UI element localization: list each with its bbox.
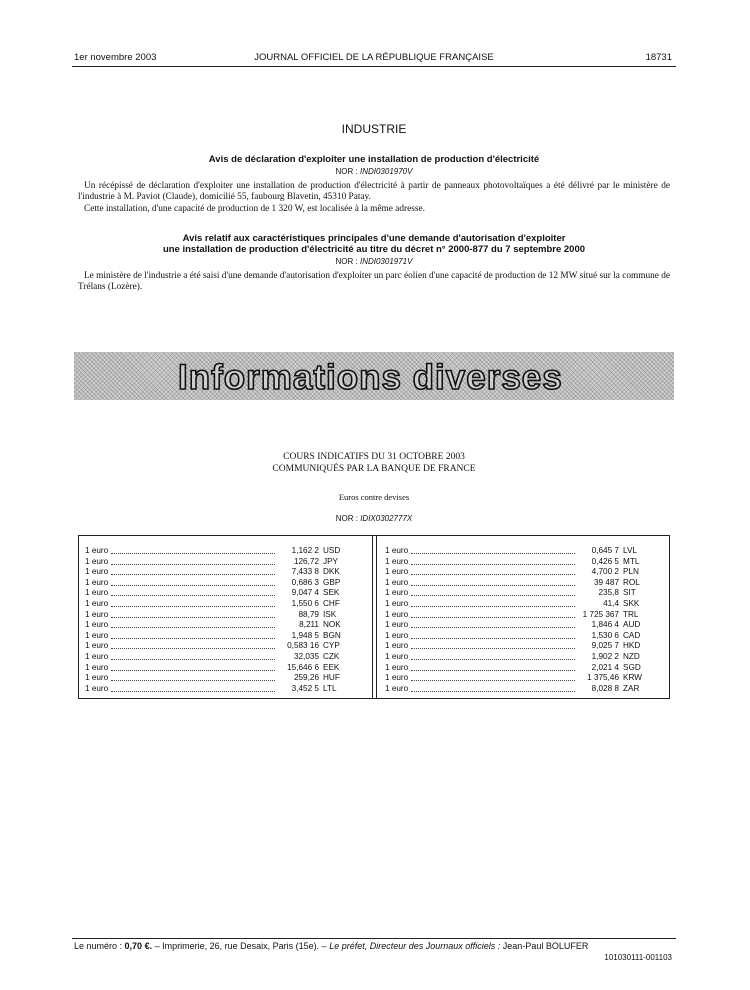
rate-leader-dots [111,606,275,607]
rate-row [385,588,661,599]
rate-row [85,578,361,589]
rate-leader-dots [411,574,575,575]
rate-leader-dots [111,680,275,681]
rate-row [385,663,661,674]
rate-value: 39 487 [593,577,619,587]
rate-currency: CHF [323,598,340,608]
notice2-paragraph-1: Le ministère de l'industrie a été saisi d'une demande d'autorisation d'exploiter un parc éolien d'une capacité de production de 12 MW situé sur la commune de Trélans (Lozère). [78,271,670,292]
rate-value: 1,530 6 [591,630,619,640]
rate-leader-dots [111,670,275,671]
rate-leader-dots [411,627,575,628]
rate-label: 1 euro [85,609,109,619]
rate-value: 8,211 [299,620,319,630]
rate-leader-dots [111,638,275,639]
rate-currency: DKK [323,567,340,577]
rate-label: 1 euro [385,577,409,587]
notice1-title: Avis de déclaration d'exploiter une installation de production d'électricité [208,154,540,165]
rate-leader-dots [411,564,575,565]
rate-row [85,610,361,621]
notice2-title-line1: Avis relatif aux caractéristiques principales d'une demande d'autorisation d'exploiter [182,233,566,244]
rate-row [85,631,361,642]
rate-currency: NOK [323,620,341,630]
notice1-paragraph-1: Un récépissé de déclaration d'exploiter une installation de production d'électricité à partir de panneaux photovoltaïques a été délivré par le ministère de l'industrie à M. Paviot (Claude), domicilié 55, faubourg Blavetin, 45310 Patay. [78,181,670,202]
footer-director-name: Jean-Paul BOLUFER [502,941,589,951]
rate-value: 1,550 6 [291,598,319,608]
rate-label: 1 euro [385,673,409,683]
column-divider [372,536,377,698]
rate-currency: PLN [623,567,639,577]
nor-label: NOR : [335,257,358,266]
rate-row [85,588,361,599]
rate-row [85,546,361,557]
banner-text: Informations diverses [178,358,563,397]
rate-currency: SGD [623,662,641,672]
rate-currency: KRW [623,673,642,683]
rate-value: 8,028 8 [591,683,619,693]
rate-leader-dots [111,691,275,692]
exchange-rates-table [78,535,670,699]
rates-nor [72,514,676,523]
rate-row [85,620,361,631]
rate-label: 1 euro [385,620,409,630]
nor-code: IDIX0302777X [360,514,413,523]
nor-code: INDI0301970V [359,167,413,176]
rate-value: 1 725 367 [582,609,619,619]
section-title: INDUSTRIE [341,122,407,136]
rate-currency: SIT [623,588,636,598]
rate-label: 1 euro [85,577,109,587]
rate-value: 4,700 2 [591,567,619,577]
rate-currency: SKK [623,598,640,608]
rate-currency: HUF [323,673,340,683]
rate-currency: LVL [623,546,637,555]
rate-row [385,557,661,568]
rate-row [385,684,661,695]
rate-label: 1 euro [85,588,109,598]
rate-currency: ZAR [623,683,640,693]
rate-value: 0,583 16 [287,641,319,651]
rate-currency: AUD [623,620,641,630]
rate-currency: EEK [323,662,340,672]
rate-currency: CZK [323,651,340,661]
rate-leader-dots [111,595,275,596]
rate-currency: LTL [323,683,337,693]
rate-leader-dots [111,648,275,649]
rate-leader-dots [411,648,575,649]
rate-label: 1 euro [385,609,409,619]
rate-leader-dots [411,680,575,681]
rate-value: 1,902 2 [591,651,619,661]
rate-row [385,546,661,557]
rate-value: 9,047 4 [291,588,319,598]
rate-label: 1 euro [85,673,109,683]
rate-row [85,652,361,663]
rate-value: 1,846 4 [591,620,619,630]
rate-currency: BGN [323,630,341,640]
rate-leader-dots [111,585,275,586]
rate-currency: ROL [623,577,640,587]
header-page-number: 18731 [645,52,672,63]
footer-price: 0,70 €. [124,941,153,951]
footer-line [74,941,676,951]
rate-row [385,631,661,642]
rate-label: 1 euro [385,546,409,555]
footer-numero-label: Le numéro : [74,941,123,951]
rate-row [85,641,361,652]
rate-label: 1 euro [85,620,109,630]
header-journal-title: JOURNAL OFFICIEL DE LA RÉPUBLIQUE FRANÇAISE [254,52,494,63]
rate-label: 1 euro [385,588,409,598]
rate-leader-dots [411,553,575,554]
rate-value: 88,79 [298,609,319,619]
rate-leader-dots [111,627,275,628]
rate-currency: JPY [323,556,339,566]
rate-currency: MTL [623,556,640,566]
rate-label: 1 euro [385,683,409,693]
rate-value: 15,646 6 [287,662,319,672]
rate-value: 0,686 3 [291,577,319,587]
rate-label: 1 euro [385,556,409,566]
rate-leader-dots [111,553,275,554]
notice2-title-line2: une installation de production d'électricité au titre du décret n° 2000-877 du 7 septembre 2000 [162,244,586,255]
rate-leader-dots [411,585,575,586]
rate-row [85,673,361,684]
rate-leader-dots [411,638,575,639]
rate-value: 7,433 8 [291,567,319,577]
rate-leader-dots [411,691,575,692]
rate-label: 1 euro [385,598,409,608]
rate-row [85,684,361,695]
rate-row [85,663,361,674]
header-rule [72,66,676,67]
rate-leader-dots [111,574,275,575]
rate-currency: CYP [323,641,340,651]
rate-label: 1 euro [385,567,409,577]
rate-value: 32,035 [293,651,319,661]
rate-row [385,599,661,610]
rates-left-column [85,546,361,694]
rate-currency: USD [323,546,341,555]
rate-leader-dots [111,564,275,565]
rate-row [385,620,661,631]
nor-label: NOR : [335,514,358,523]
rate-label: 1 euro [385,651,409,661]
rate-value: 9,025 7 [591,641,619,651]
rate-label: 1 euro [85,683,109,693]
rate-currency: TRL [623,609,639,619]
rate-currency: CAD [623,630,641,640]
nor-label: NOR : [335,167,358,176]
rate-leader-dots [111,617,275,618]
notice2-nor [72,257,676,266]
rate-value: 0,645 7 [591,546,619,555]
rate-row [85,567,361,578]
rate-row [385,610,661,621]
rate-value: 126,72 [293,556,319,566]
rate-label: 1 euro [85,641,109,651]
rate-label: 1 euro [85,556,109,566]
rate-row [385,641,661,652]
header-date: 1er novembre 2003 [74,52,157,63]
rate-label: 1 euro [385,630,409,640]
footer-imprint: – Imprimerie, 26, rue Desaix, Paris (15e). – [154,941,327,951]
rate-value: 259,26 [293,673,319,683]
notice1-nor [72,167,676,176]
rate-leader-dots [411,617,575,618]
rate-label: 1 euro [85,662,109,672]
rate-leader-dots [411,606,575,607]
rate-row [85,557,361,568]
rate-value: 235,8 [598,588,619,598]
rate-label: 1 euro [85,567,109,577]
rates-subtitle: Euros contre devises [338,492,410,502]
rate-value: 3,452 5 [291,683,319,693]
rate-label: 1 euro [385,641,409,651]
rate-value: 0,426 5 [591,556,619,566]
rate-leader-dots [411,659,575,660]
rate-value: 1 375,46 [587,673,619,683]
footer-code: 101030111-001103 [604,953,672,962]
rate-leader-dots [411,670,575,671]
rates-title-line1: COURS INDICATIFS DU 31 OCTOBRE 2003 [283,452,465,462]
rates-title-line2: COMMUNIQUÉS PAR LA BANQUE DE FRANCE [272,464,476,474]
rate-leader-dots [111,659,275,660]
footer-rule [72,938,676,939]
rate-value: 1,162 2 [291,546,319,555]
rate-row [385,652,661,663]
rate-row [385,673,661,684]
rate-currency: ISK [323,609,337,619]
rate-row [385,578,661,589]
rate-currency: GBP [323,577,341,587]
rate-label: 1 euro [85,546,109,555]
rate-value: 41,4 [603,598,619,608]
rate-value: 1,948 5 [291,630,319,640]
rate-value: 2,021 4 [591,662,619,672]
rate-label: 1 euro [85,630,109,640]
footer-director: Le préfet, Directeur des Journaux officiels : [329,941,501,951]
informations-diverses-banner [74,352,674,400]
rate-currency: NZD [623,651,640,661]
rate-currency: HKD [623,641,641,651]
rate-row [385,567,661,578]
rates-right-column [385,546,661,694]
rate-leader-dots [411,595,575,596]
rate-currency: SEK [323,588,340,598]
rate-row [85,599,361,610]
rate-label: 1 euro [385,662,409,672]
rate-label: 1 euro [85,651,109,661]
nor-code: INDI0301971V [359,257,413,266]
rate-label: 1 euro [85,598,109,608]
notice1-paragraph-2: Cette installation, d'une capacité de production de 1 320 W, est localisée à la même adresse. [84,204,425,214]
